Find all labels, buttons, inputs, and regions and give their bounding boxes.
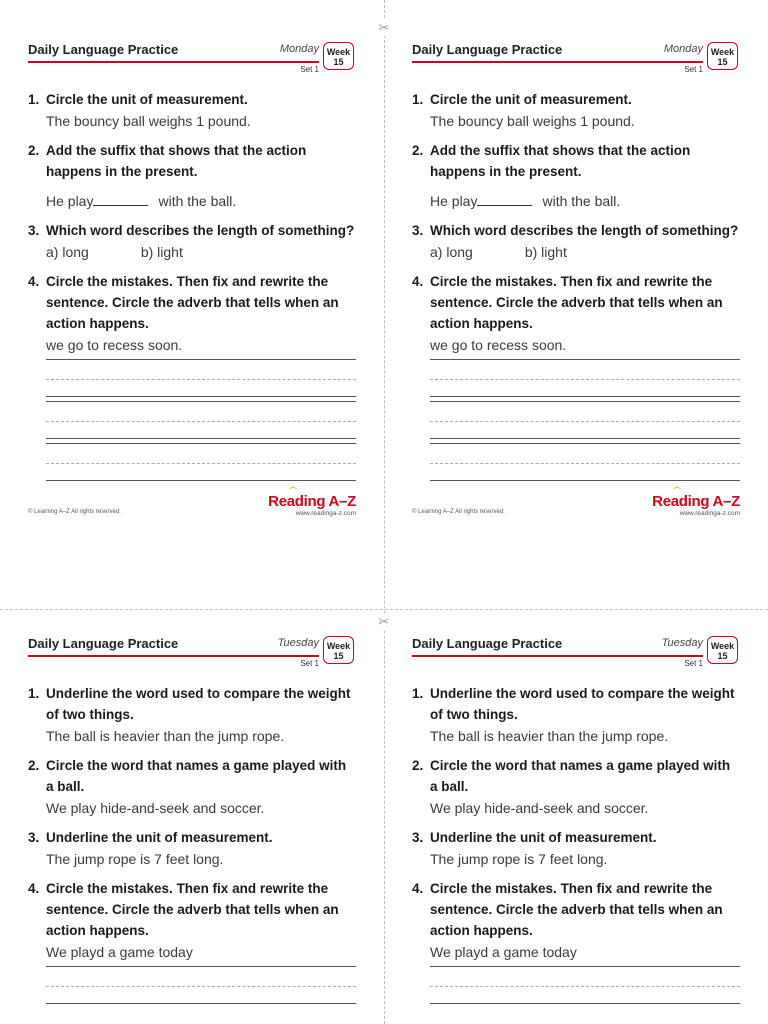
- header-rule: [412, 655, 703, 657]
- question-3: [28, 220, 356, 241]
- question-1-sentence: The ball is heavier than the jump rope.: [430, 728, 669, 744]
- sentence-start: He play: [430, 193, 478, 209]
- question-prompt: Add the suffix that shows that the action happens in the present.: [46, 143, 307, 179]
- logo-text: Reading A–Z: [268, 493, 356, 510]
- question-3-options: [28, 242, 356, 262]
- card-title: Daily Language Practice: [28, 42, 179, 57]
- question-number: 1.: [28, 686, 40, 701]
- question-3-sentence: The jump rope is 7 feet long.: [46, 851, 224, 867]
- reading-az-logo: [268, 493, 356, 517]
- week-label: Week: [710, 641, 735, 651]
- option-b[interactable]: b) light: [140, 244, 183, 260]
- question-prompt: Add the suffix that shows that the action happens in the present.: [430, 143, 691, 179]
- sentence-end: with the ball.: [542, 193, 621, 209]
- question-2: [28, 140, 356, 182]
- question-number: 4.: [28, 881, 40, 896]
- writing-lines[interactable]: [430, 355, 740, 481]
- card-header: [28, 33, 356, 77]
- question-4-sentence: we go to recess soon.: [430, 337, 567, 353]
- question-3: [412, 827, 740, 848]
- question-prompt: Underline the word used to compare the weight of two things.: [46, 686, 351, 722]
- tuesday-card-left: [28, 627, 356, 1004]
- day-label: Monday: [279, 43, 319, 55]
- question-4: [28, 878, 356, 941]
- question-3: [412, 220, 740, 241]
- question-2-sentence: We play hide-and-seek and soccer.: [46, 800, 265, 816]
- question-number: 1.: [412, 686, 424, 701]
- logo-sun-icon: [672, 487, 682, 493]
- question-number: 4.: [412, 274, 424, 289]
- option-a[interactable]: a) long: [46, 244, 89, 260]
- question-number: 3.: [28, 830, 40, 845]
- writing-lines[interactable]: [430, 962, 740, 1004]
- card-title: Daily Language Practice: [412, 636, 563, 651]
- week-label: Week: [326, 47, 351, 57]
- week-badge: [707, 42, 738, 70]
- logo-url: www.readinga-z.com: [679, 510, 740, 517]
- question-4-sentence: we go to recess soon.: [46, 337, 183, 353]
- question-1-sentence: The ball is heavier than the jump rope.: [46, 728, 285, 744]
- card-title: Daily Language Practice: [28, 636, 179, 651]
- question-prompt: Circle the unit of measurement.: [430, 92, 632, 107]
- week-number: 15: [717, 651, 728, 661]
- question-3-sentence: The jump rope is 7 feet long.: [430, 851, 608, 867]
- question-1: [412, 683, 740, 725]
- day-label: Monday: [663, 43, 703, 55]
- question-prompt: Circle the mistakes. Then fix and rewrite the sentence. Circle the adverb that tells when an action happens.: [46, 881, 339, 938]
- week-number: 15: [333, 57, 344, 67]
- question-number: 4.: [28, 274, 40, 289]
- set-label: Set 1: [300, 65, 319, 74]
- question-2: [28, 755, 356, 797]
- week-number: 15: [333, 651, 344, 661]
- question-number: 2.: [412, 143, 424, 158]
- sentence-start: He play: [46, 193, 94, 209]
- vertical-cut-line: [384, 0, 385, 1024]
- header-rule: [28, 655, 319, 657]
- option-a[interactable]: a) long: [430, 244, 473, 260]
- fill-blank[interactable]: [93, 205, 148, 206]
- question-number: 3.: [412, 223, 424, 238]
- question-number: 2.: [28, 143, 40, 158]
- logo-sun-icon: [288, 487, 298, 493]
- option-b[interactable]: b) light: [524, 244, 567, 260]
- week-badge: [323, 42, 354, 70]
- question-prompt: Circle the mistakes. Then fix and rewrite the sentence. Circle the adverb that tells when an action happens.: [46, 274, 339, 331]
- question-2-sentence: We play hide-and-seek and soccer.: [430, 800, 649, 816]
- writing-lines[interactable]: [46, 355, 356, 481]
- question-3: [28, 827, 356, 848]
- question-2-sentence: [412, 191, 740, 211]
- question-prompt: Which word describes the length of something?: [430, 223, 739, 238]
- question-1: [412, 89, 740, 110]
- week-label: Week: [326, 641, 351, 651]
- set-label: Set 1: [684, 659, 703, 668]
- card-header: [412, 627, 740, 671]
- card-header: [28, 627, 356, 671]
- week-label: Week: [710, 47, 735, 57]
- question-number: 1.: [28, 92, 40, 107]
- question-prompt: Underline the unit of measurement.: [430, 830, 657, 845]
- set-label: Set 1: [300, 659, 319, 668]
- question-number: 2.: [412, 758, 424, 773]
- question-number: 3.: [28, 223, 40, 238]
- monday-card-right: [412, 33, 740, 517]
- card-title: Daily Language Practice: [412, 42, 563, 57]
- writing-lines[interactable]: [46, 962, 356, 1004]
- set-label: Set 1: [684, 65, 703, 74]
- week-number: 15: [717, 57, 728, 67]
- day-label: Tuesday: [661, 637, 703, 649]
- question-prompt: Which word describes the length of something?: [46, 223, 355, 238]
- logo-text: Reading A–Z: [652, 493, 740, 510]
- question-4-sentence: We playd a game today: [430, 944, 577, 960]
- question-2: [412, 140, 740, 182]
- question-prompt: Circle the word that names a game played with a ball.: [430, 758, 731, 794]
- question-number: 3.: [412, 830, 424, 845]
- logo-url: www.readinga-z.com: [295, 510, 356, 517]
- question-3-options: [412, 242, 740, 262]
- question-1-sentence: The bouncy ball weighs 1 pound.: [430, 113, 635, 129]
- sentence-end: with the ball.: [158, 193, 237, 209]
- question-2-sentence: [28, 191, 356, 211]
- question-prompt: Circle the mistakes. Then fix and rewrite the sentence. Circle the adverb that tells when an action happens.: [430, 881, 723, 938]
- question-prompt: Circle the mistakes. Then fix and rewrite the sentence. Circle the adverb that tells when an action happens.: [430, 274, 723, 331]
- card-header: [412, 33, 740, 77]
- copyright-text: © Learning A–Z All rights reserved.: [412, 509, 505, 515]
- tuesday-card-right: [412, 627, 740, 1004]
- question-4: [28, 271, 356, 334]
- question-4: [412, 271, 740, 334]
- question-1-sentence: The bouncy ball weighs 1 pound.: [46, 113, 251, 129]
- week-badge: [323, 636, 354, 664]
- question-4: [412, 878, 740, 941]
- question-number: 4.: [412, 881, 424, 896]
- question-2: [412, 755, 740, 797]
- copyright-text: © Learning A–Z All rights reserved.: [28, 509, 121, 515]
- header-rule: [28, 61, 319, 63]
- day-label: Tuesday: [277, 637, 319, 649]
- question-number: 1.: [412, 92, 424, 107]
- question-prompt: Circle the unit of measurement.: [46, 92, 248, 107]
- question-1: [28, 683, 356, 725]
- question-number: 2.: [28, 758, 40, 773]
- question-4-sentence: We playd a game today: [46, 944, 193, 960]
- monday-card-left: [28, 33, 356, 517]
- question-1: [28, 89, 356, 110]
- header-rule: [412, 61, 703, 63]
- week-badge: [707, 636, 738, 664]
- question-prompt: Underline the word used to compare the weight of two things.: [430, 686, 735, 722]
- fill-blank[interactable]: [477, 205, 532, 206]
- reading-az-logo: [652, 493, 740, 517]
- question-prompt: Underline the unit of measurement.: [46, 830, 273, 845]
- scissors-icon: ✂: [376, 614, 392, 630]
- scissors-icon: ✂: [376, 20, 392, 36]
- question-prompt: Circle the word that names a game played with a ball.: [46, 758, 347, 794]
- horizontal-cut-line: [0, 609, 768, 610]
